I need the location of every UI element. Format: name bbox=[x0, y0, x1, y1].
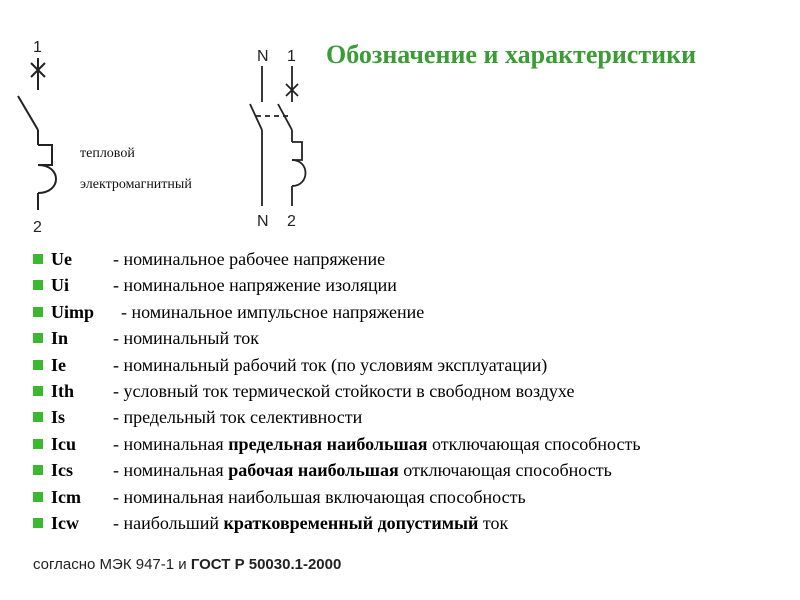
param-symbol: In bbox=[51, 328, 69, 349]
bullet-icon bbox=[33, 412, 43, 422]
param-description: - номинальная рабочая наибольшая отключающая способность bbox=[113, 460, 612, 481]
single-pole-symbol bbox=[18, 58, 56, 210]
terminal-n-top-label: N bbox=[257, 48, 269, 65]
terminal-2-label: 2 bbox=[33, 219, 42, 236]
page-title: Обозначение и характеристики bbox=[326, 40, 697, 69]
param-description: - номинальное импульсное напряжение bbox=[121, 301, 425, 322]
param-symbol: Is bbox=[51, 407, 66, 428]
bullet-icon bbox=[33, 307, 43, 317]
bullet-icon bbox=[33, 360, 43, 370]
bullet-icon bbox=[33, 518, 43, 528]
param-symbol: Uimp bbox=[51, 301, 95, 322]
param-description: - номинальная предельная наибольшая отключающая способность bbox=[113, 433, 641, 454]
param-symbol: Ui bbox=[51, 275, 69, 296]
param-symbol: Icm bbox=[51, 486, 81, 507]
bullet-icon bbox=[33, 333, 43, 343]
terminal-n-bottom-label: N bbox=[257, 213, 269, 230]
bullet-icon bbox=[33, 386, 43, 396]
param-symbol: Ue bbox=[51, 249, 72, 269]
param-symbol: Icw bbox=[51, 512, 79, 533]
param-description: - предельный ток селективности bbox=[113, 407, 363, 428]
param-description: - номинальный рабочий ток (по условиям эксплуатации) bbox=[113, 354, 548, 375]
terminal-1-top-label: 1 bbox=[287, 48, 296, 65]
param-description: - номинальное рабочее напряжение bbox=[113, 249, 386, 269]
bullet-icon bbox=[33, 254, 43, 264]
param-description: - наибольший кратковременный допустимый ток bbox=[113, 512, 509, 533]
footnote-text: согласно МЭК 947-1 и bbox=[33, 556, 191, 573]
param-symbol: Ith bbox=[51, 380, 75, 401]
param-description: - номинальная наибольшая включающая способность bbox=[113, 486, 526, 507]
param-description: - условный ток термической стойкости в свободном воздухе bbox=[113, 380, 575, 401]
magnetic-release-label: электромагнитный bbox=[80, 177, 192, 192]
param-symbol: Ie bbox=[51, 354, 66, 375]
bullet-icon bbox=[33, 280, 43, 290]
thermal-release-label: тепловой bbox=[80, 146, 135, 161]
standards-footnote bbox=[33, 556, 341, 573]
terminal-1-label: 1 bbox=[33, 39, 42, 56]
param-description: - номинальный ток bbox=[113, 328, 260, 349]
param-symbol: Icu bbox=[51, 433, 77, 454]
bullet-icon bbox=[33, 465, 43, 475]
two-pole-symbol bbox=[250, 66, 306, 206]
gost-reference: ГОСТ Р 50030.1-2000 bbox=[190, 556, 342, 573]
terminal-2-bottom-label: 2 bbox=[287, 213, 296, 230]
bullet-icon bbox=[33, 492, 43, 502]
param-description: - номинальное напряжение изоляции bbox=[113, 275, 397, 296]
bullet-icon bbox=[33, 439, 43, 449]
param-symbol: Ics bbox=[51, 460, 73, 481]
